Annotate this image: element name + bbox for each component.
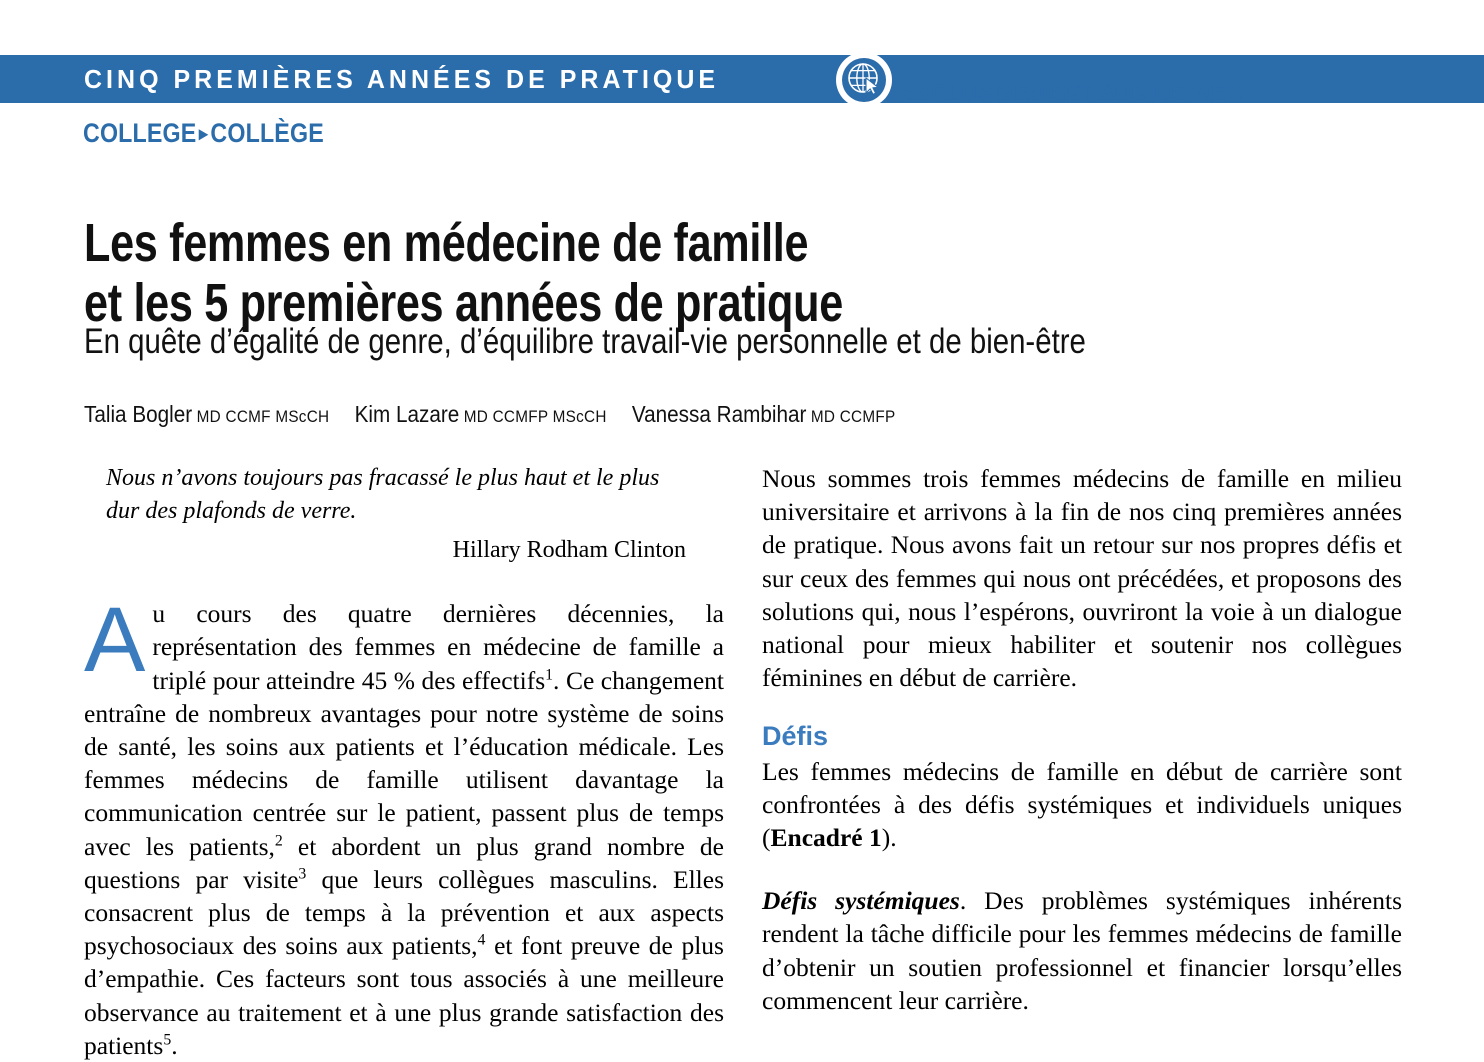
- page-title-line-2: et les 5 premières années de pratique: [84, 273, 843, 334]
- section-banner-title: CINQ PREMIÈRES ANNÉES DE PRATIQUE: [84, 64, 720, 94]
- paragraph-text: u cours des quatre dernières décennies, la représentation des femmes en médecine de famille a triplé pour atteindre 45 % des effectifs: [152, 599, 724, 695]
- author-name: Vanessa Rambihar: [631, 401, 807, 427]
- paragraph-text: . Des problèmes systémiques inhérents rendent la tâche difficile pour les femmes médecins de famille d’obtenir un soutien professionnel et financier lorsqu’elles commencent leur carrière.: [762, 886, 1402, 1015]
- right-body-paragraph-3: [762, 884, 1402, 1017]
- author-degrees: MD CCMFP: [810, 407, 896, 426]
- author-entry: [84, 401, 329, 428]
- left-column: [84, 462, 724, 1062]
- reference-marker[interactable]: 4: [477, 931, 486, 949]
- paragraph-text: . Ce changement entraîne de nombreux avantages pour notre système de soins de santé, les soins aux patients et l’éducation médicale. Les femmes médecins de famille utilisent davantage la communication centrée sur le patient, passent plus de temps avec les patients,: [84, 665, 724, 861]
- web-only-label: EXCLUSIVEMENT SUR LE WEB: [901, 80, 1243, 107]
- globe-cursor-icon: [836, 52, 892, 108]
- section-heading-defis: Défis: [762, 721, 829, 752]
- author-degrees: MD CCMFP MScCH: [463, 407, 607, 426]
- epigraph-attribution: Hillary Rodham Clinton: [452, 537, 686, 563]
- breadcrumb-item-college-fr[interactable]: COLLÈGE: [210, 118, 324, 148]
- right-body-paragraph-2: [762, 755, 1402, 855]
- right-column: [762, 462, 1402, 1017]
- paragraph-text: .: [171, 1030, 178, 1060]
- page-subtitle: En quête d’égalité de genre, d’équilibre travail-vie personnelle et de bien-être: [84, 322, 1086, 361]
- paragraph-text: que leurs collègues masculins. Elles consacrent plus de temps à la prévention et aux aspects psychosociaux des soins aux patients,: [84, 864, 724, 961]
- breadcrumb[interactable]: [83, 118, 324, 149]
- run-in-heading-defis-systemiques: Défis systémiques: [762, 886, 960, 916]
- breadcrumb-item-college-en[interactable]: COLLEGE: [83, 118, 197, 148]
- web-label-rule: [1266, 98, 1396, 101]
- author-byline: [84, 401, 921, 428]
- paragraph-text: Les femmes médecins de famille en début de carrière sont confrontées à des défis systémiques et individuels uniques (: [762, 756, 1402, 853]
- reference-marker[interactable]: 5: [163, 1031, 172, 1049]
- box-reference[interactable]: Encadré 1: [770, 823, 882, 853]
- right-body-paragraph-1: Nous sommes trois femmes médecins de famille en milieu universitaire et arrivons à la fin de nos cinq premières années de pratique. Nous avons fait un retour sur nos propres défis et sur ceux des femmes qui nous ont précédées, et proposons des solutions qui, nous l’espérons, ouvriront la voie à un dialogue national pour mieux habiliter et soutenir nos collègues féminines en début de carrière.: [762, 464, 1402, 693]
- author-degrees: MD CCMF MScCH: [196, 407, 330, 426]
- paragraph-text: et font preuve de plus d’empathie. Ces facteurs sont tous associés à une meilleure observance au traitement et à une plus grande satisfaction des patients: [84, 931, 724, 1060]
- reference-marker[interactable]: 2: [274, 832, 283, 850]
- reference-marker[interactable]: 3: [298, 865, 307, 883]
- page-title-line-1: Les femmes en médecine de famille: [84, 213, 809, 274]
- paragraph-text: et abordent un plus grand nombre de questions par visite: [84, 831, 724, 894]
- epigraph-quote: Nous n’avons toujours pas fracassé le plus haut et le plus dur des plafonds de verre.: [106, 465, 660, 524]
- paragraph-text: ).: [881, 823, 897, 853]
- left-body-paragraph-1: [84, 589, 724, 1062]
- author-entry: [632, 401, 896, 428]
- drop-cap: A: [84, 589, 146, 692]
- author-name: Kim Lazare: [354, 401, 460, 427]
- author-name: Talia Bogler: [84, 401, 193, 427]
- author-entry: [355, 401, 607, 428]
- breadcrumb-separator-icon: ▸: [199, 123, 208, 145]
- reference-marker[interactable]: 1: [545, 666, 554, 684]
- page-title: [84, 213, 1156, 333]
